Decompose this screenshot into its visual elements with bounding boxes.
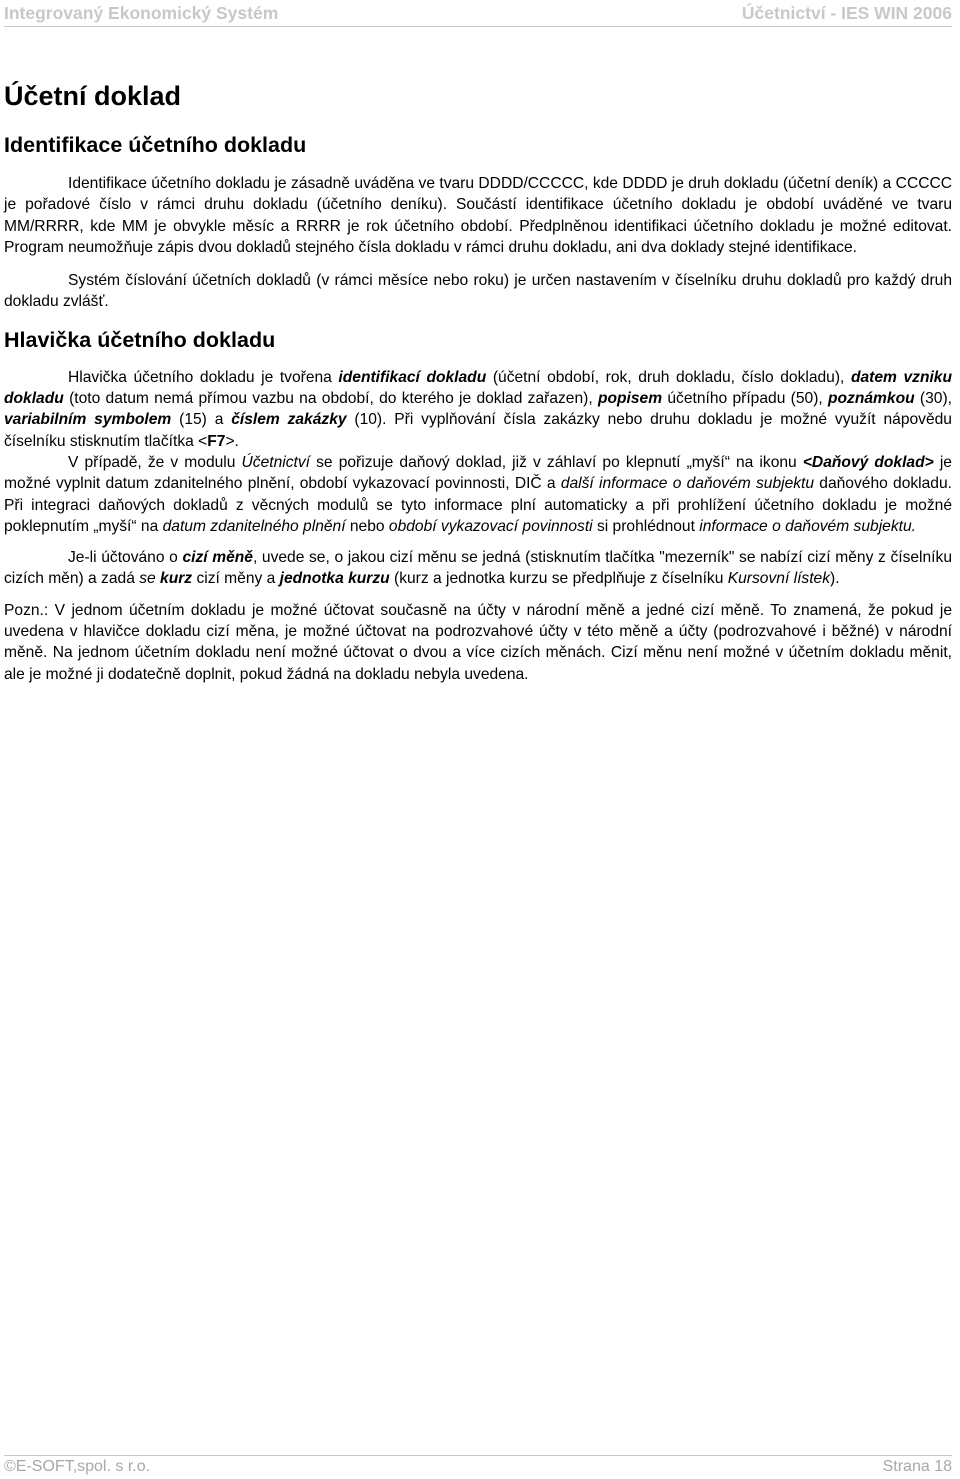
text-run: ). <box>830 570 840 588</box>
header-system-name: Integrovaný Ekonomický Systém <box>4 2 279 23</box>
text-run: , uvede se, o jakou cizí měnu se jedná (stisknutím tlačítka "mezerník" se nabízí cizí měny z číselníku cizích měn) a zadá <box>4 549 952 588</box>
text-run: (15) a <box>171 411 232 429</box>
text-run: datem vzniku dokladu <box>4 368 953 408</box>
text-run: popisem <box>597 390 663 408</box>
paragraph-header-fields <box>4 367 952 452</box>
text-run: číslem zakázky <box>231 411 347 429</box>
text-run: (30), <box>914 390 952 408</box>
text-run: Pozn.: V jednom účetním dokladu je možné účtovat současně na účty v národní měně a jedné cizí měně. To znamená, že pokud je uvedena v hlavičce dokladu cizí měna, je možné účtovat na podrozvahové účty v této měně a účty (podrozvahové i běžné) v národní měně. Na jednom účetním dokladu není možné účtovat o dvou a více cizích měnách. Cizí měnu není možné v účetním dokladu měnit, ale je možné ji dodatečně doplnit, pokud žádná na dokladu nebyla uvedena. <box>4 601 952 683</box>
copyright-icon: © <box>4 1458 16 1475</box>
text-run: datum zdanitelného plnění <box>162 517 346 535</box>
text-run: cizí měny a <box>192 570 280 588</box>
text-run: nebo <box>345 517 389 535</box>
header-module-name: Účetnictví - IES WIN 2006 <box>741 2 952 23</box>
page-header <box>4 0 952 27</box>
text-run: identifikací dokladu <box>338 368 487 386</box>
paragraph-foreign-currency <box>4 547 952 590</box>
section-heading-identification: Identifikace účetního dokladu <box>4 133 307 157</box>
text-run: <Daňový doklad> <box>802 453 934 471</box>
text-run: informace o daňovém subjektu. <box>699 517 916 535</box>
text-run: Hlavička účetního dokladu je tvořena <box>68 368 339 386</box>
paragraph-tax-document <box>4 452 952 537</box>
text-run: si prohlédnout <box>592 517 700 535</box>
text-run: (účetní období, rok, druh dokladu, číslo dokladu), <box>486 368 851 386</box>
text-run: se pořizuje daňový doklad, již v záhlaví po klepnutí „myší“ na ikonu <box>310 453 803 471</box>
paragraph-identification-format <box>4 173 952 258</box>
page-footer <box>4 1455 952 1476</box>
text-run: další informace o daňovém subjektu <box>560 475 815 493</box>
text-run: poznámkou <box>828 390 915 408</box>
text-run: Identifikace účetního dokladu je zásadně uváděna ve tvaru DDDD/CCCCC, kde DDDD je druh dokladu (účetní deník) a CCCCC je pořadové číslo v rámci druhu dokladu (účetního deníku). Součástí identifikace účetního dokladu je období uváděné ve tvaru MM/RRRR, kde MM je obvykle měsíc a RRRR je rok účetního období. Předplněnou identifikaci účetního dokladu je možné editovat. Program neumožňuje zápis dvou dokladů stejného čísla dokladu v rámci druhu dokladu, ani dva doklady stejné identifikace. <box>4 175 952 256</box>
text-run: jednotka kurzu <box>279 570 390 588</box>
text-run: (kurz a jednotka kurzu se předplňuje z číselníku <box>389 570 728 588</box>
text-run: (10). Při vyplňování čísla zakázky nebo druhu dokladu je možné využít nápovědu číselníku stisknutím tlačítka < <box>4 411 952 450</box>
footer-copyright <box>4 1458 150 1476</box>
paragraph-note <box>4 600 952 685</box>
text-run: účetního případu (50), <box>662 390 828 408</box>
text-run: kurz <box>160 570 193 588</box>
document-body <box>4 76 952 685</box>
page-title: Účetní doklad <box>4 81 182 111</box>
section-heading-header: Hlavička účetního dokladu <box>4 327 276 352</box>
text-run: >. <box>225 432 239 450</box>
text-run: F7 <box>207 432 226 450</box>
text-run: cizí měně <box>182 549 253 567</box>
footer-company: E-SOFT,spol. s r.o. <box>15 1458 151 1475</box>
footer-page-number: Strana 18 <box>882 1458 952 1475</box>
text-run: se <box>139 570 161 588</box>
text-run: období vykazovací povinnosti <box>388 517 593 535</box>
text-run: daňového dokladu. Při integraci daňových dokladů z věcných modulů se tyto informace plní automaticky a při prohlížení účetního dokladu je možné poklepnutím „myší“ na <box>4 475 952 535</box>
text-run: Systém číslování účetních dokladů (v rámci měsíce nebo roku) je určen nastavením v číselníku druhu dokladů pro každý druh dokladu zvlášť. <box>4 272 952 311</box>
text-run: Je-li účtováno o <box>68 549 183 567</box>
text-run: je možné vyplnit datum zdanitelného plnění, období vykazovací povinnosti, DIČ a <box>4 453 952 493</box>
paragraph-numbering-system <box>4 270 952 313</box>
text-run: Účetnictví <box>241 453 311 471</box>
text-run: Kursovní lístek <box>727 570 830 588</box>
text-run: (toto datum nemá přímou vazbu na období, do kterého je doklad zařazen), <box>63 390 598 408</box>
text-run: variabilním symbolem <box>4 411 172 429</box>
text-run: V případě, že v modulu <box>68 453 242 471</box>
